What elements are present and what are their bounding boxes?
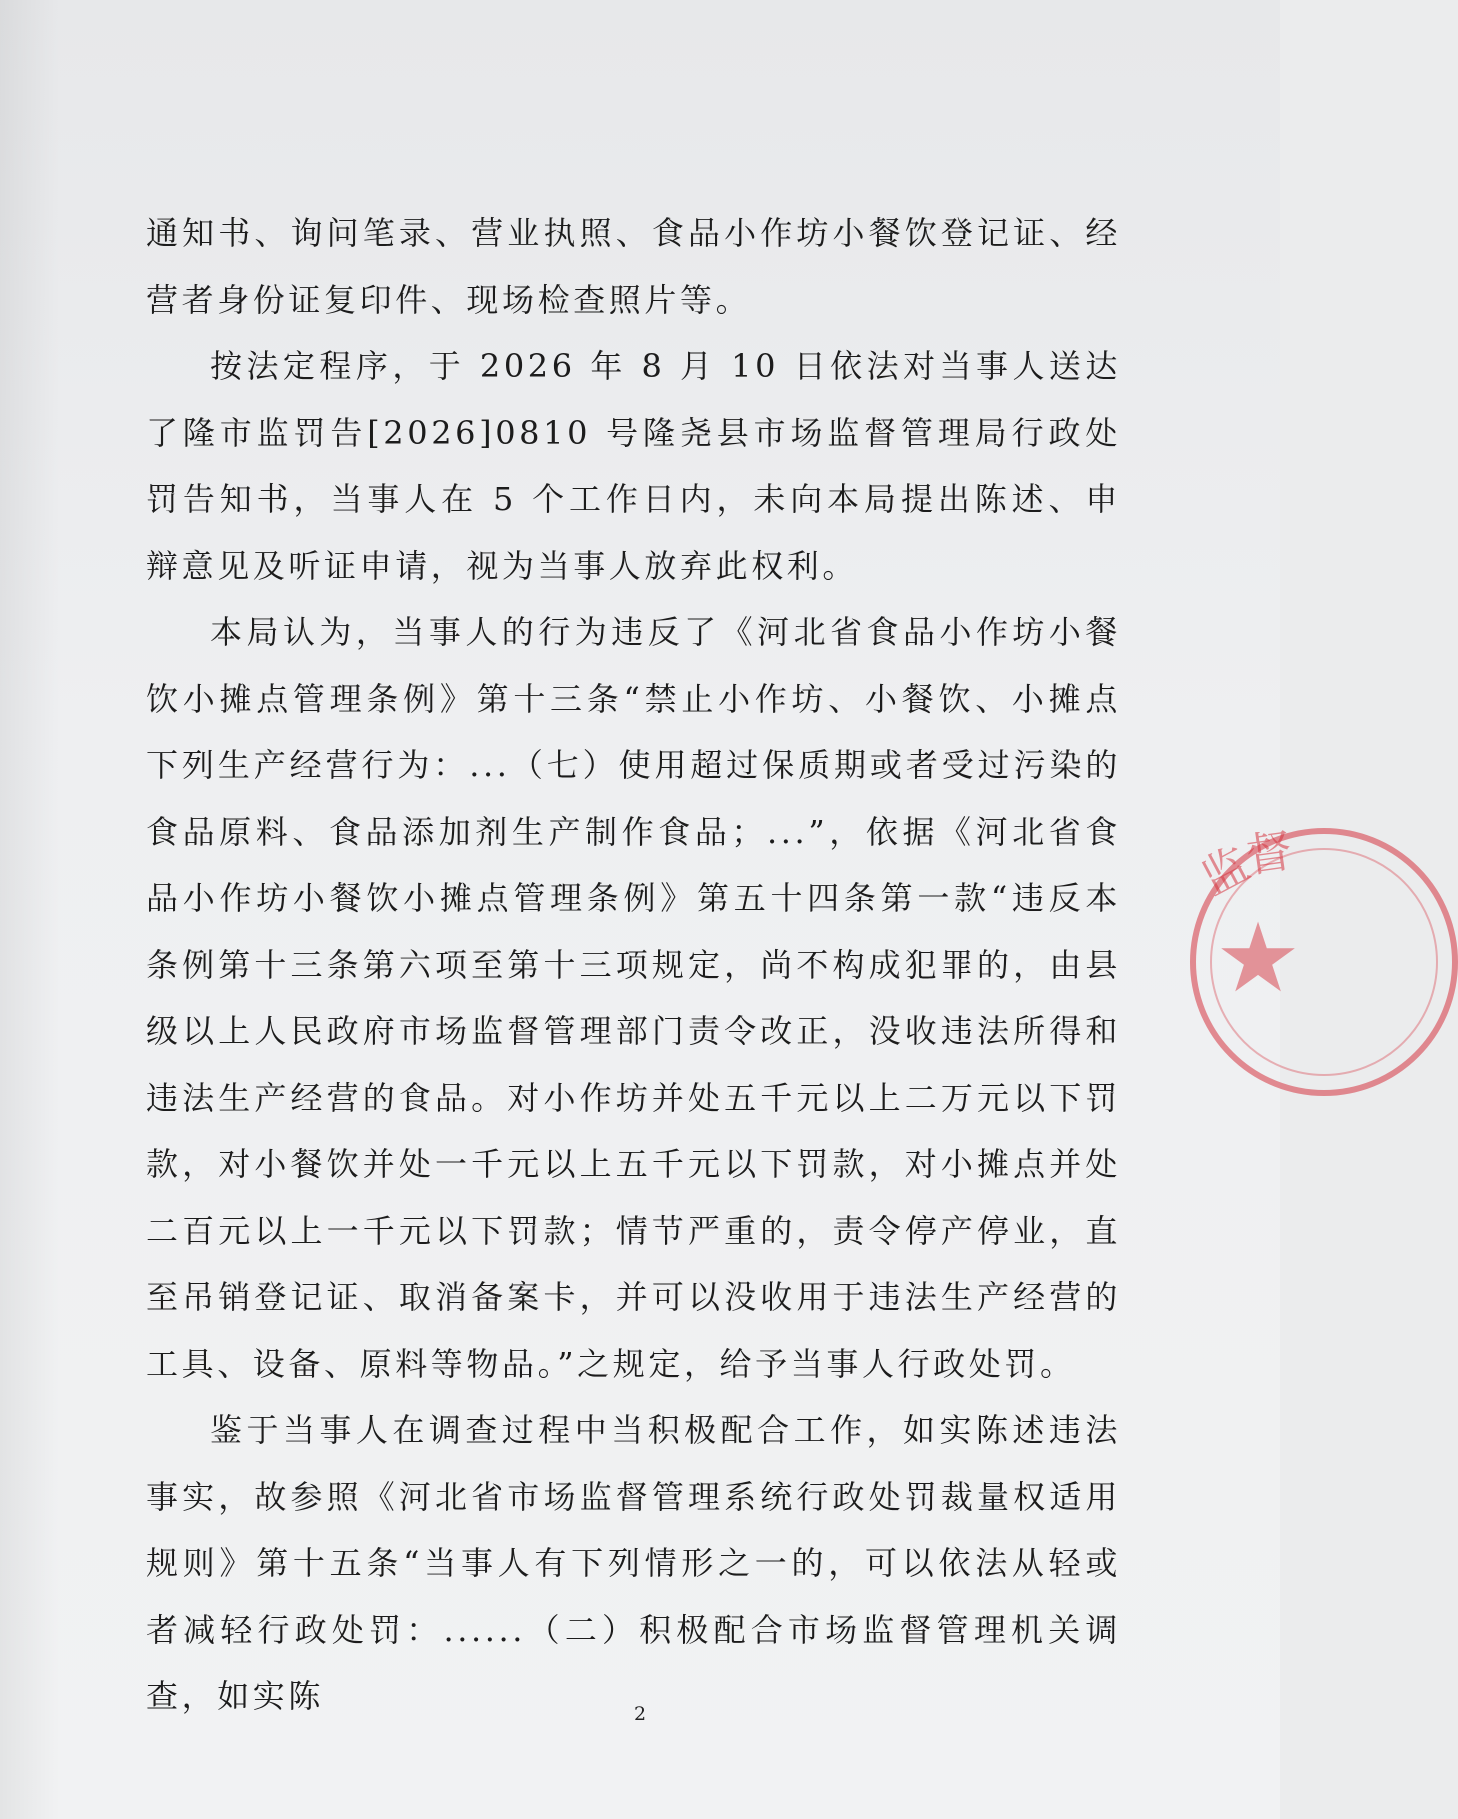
document-body: [146, 200, 1121, 1730]
paragraph-mitigation: 鉴于当事人在调查过程中当积极配合工作，如实陈述违法事实，故参照《河北省市场监督管理系统行政处罚裁量权适用规则》第十五条“当事人有下列情形之一的，可以依法从轻或者减轻行政处罚：......（二）积极配合市场监督管理机关调查，如实陈: [146, 1411, 1121, 1715]
paragraph-continued: 通知书、询问笔录、营业执照、食品小作坊小餐饮登记证、经营者身份证复印件、现场检查照片等。: [146, 214, 1121, 319]
paragraph-procedure: 按法定程序，于 2026 年 8 月 10 日依法对当事人送达了隆市监罚告[2026]0810 号隆尧县市场监督管理局行政处罚告知书，当事人在 5 个工作日内，未向本局提出陈述、申辩意见及听证申请，视为当事人放弃此权利。: [146, 347, 1121, 585]
page-number: 2: [633, 1703, 647, 1725]
seal-char: 督: [1242, 823, 1296, 883]
page-shadow: [0, 0, 60, 1819]
seal-star-icon: ★: [1215, 902, 1302, 1014]
seal-char: 监: [1192, 836, 1258, 906]
paragraph-legal-basis: 本局认为，当事人的行为违反了《河北省食品小作坊小餐饮小摊点管理条例》第十三条“禁止小作坊、小餐饮、小摊点下列生产经营行为：...（七）使用超过保质期或者受过污染的食品原料、食品添加剂生产制作食品；...”，依据《河北省食品小作坊小餐饮小摊点管理条例》第五十四条第一款“违反本条例第十三条第六项至第十三项规定，尚不构成犯罪的，由县级以上人民政府市场监督管理部门责令改正，没收违法所得和违法生产经营的食品。对小作坊并处五千元以上二万元以下罚款，对小餐饮并处一千元以上五千元以下罚款，对小摊点并处二百元以上一千元以下罚款；情节严重的，责令停产停业，直至吊销登记证、取消备案卡，并可以没收用于违法生产经营的工具、设备、原料等物品。”之规定，给予当事人行政处罚。: [146, 613, 1121, 1383]
